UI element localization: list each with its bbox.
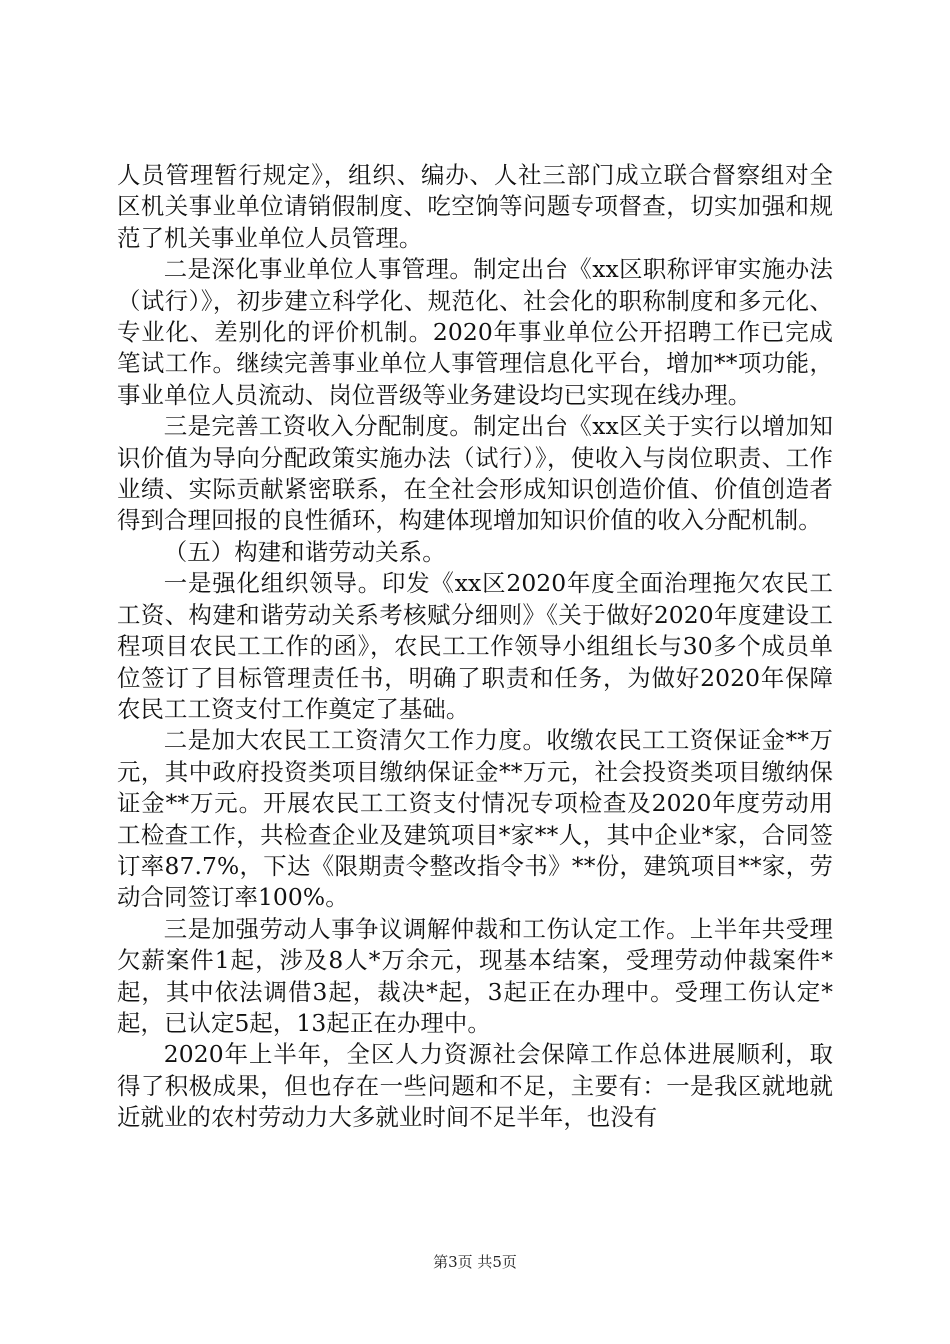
section-heading: （五）构建和谐劳动关系。 bbox=[163, 537, 446, 566]
page-footer: 第3页 共5页 bbox=[433, 1253, 517, 1271]
paragraph-7: 2020年上半年，全区人力资源社会保障工作总体进展顺利，取得了积极成果，但也存在一些问题和不足，主要有：一是我区就地就近就业的农村劳动力大多就业时间不足半年，也没有 bbox=[117, 1040, 833, 1132]
paragraph-1: 人员管理暂行规定》，组织、编办、人社三部门成立联合督察组对全区机关事业单位请销假制度、吃空饷等问题专项督查，切实加强和规范了机关事业单位人员管理。 bbox=[117, 161, 833, 252]
paragraph-6: 三是加强劳动人事争议调解仲裁和工伤认定工作。上半年共受理欠薪案件1起，涉及8人*万余元，现基本结案，受理劳动仲裁案件*起，其中依法调借3起，裁决*起，3起正在办理中。受理工伤认定*起，已认定5起，13起正在办理中。 bbox=[117, 914, 833, 1037]
paragraph-5: 二是加大农民工工资清欠工作力度。收缴农民工工资保证金**万元，其中政府投资类项目缴纳保证金**万元，社会投资类项目缴纳保证金**万元。开展农民工工资支付情况专项检查及2020年度劳动用工检查工作，共检查企业及建筑项目*家**人，其中企业*家，合同签订率87.7%，下达《限期责令整改指令书》**份，建筑项目**家，劳动合同签订率100%。 bbox=[117, 726, 833, 912]
paragraph-3: 三是完善工资收入分配制度。制定出台《xx区关于实行以增加知识价值为导向分配政策实施办法（试行）》，使收入与岗位职责、工作业绩、实际贡献紧密联系，在全社会形成知识创造价值、价值创造者得到合理回报的良性循环，构建体现增加知识价值的收入分配机制。 bbox=[117, 412, 833, 535]
paragraph-2: 二是深化事业单位人事管理。制定出台《xx区职称评审实施办法（试行）》，初步建立科学化、规范化、社会化的职称制度和多元化、专业化、差别化的评价机制。2020年事业单位公开招聘工作已完成笔试工作。继续完善事业单位人事管理信息化平台，增加**项功能，事业单位人员流动、岗位晋级等业务建设均已实现在线办理。 bbox=[117, 255, 833, 409]
paragraph-4: 一是强化组织领导。印发《xx区2020年度全面治理拖欠农民工工资、构建和谐劳动关系考核赋分细则》《关于做好2020年度建设工程项目农民工工作的函》，农民工工作领导小组组长与30多个成员单位签订了目标管理责任书，明确了职责和任务，为做好2020年保障农民工工资支付工作奠定了基础。 bbox=[117, 569, 833, 723]
document-body bbox=[117, 160, 833, 1134]
